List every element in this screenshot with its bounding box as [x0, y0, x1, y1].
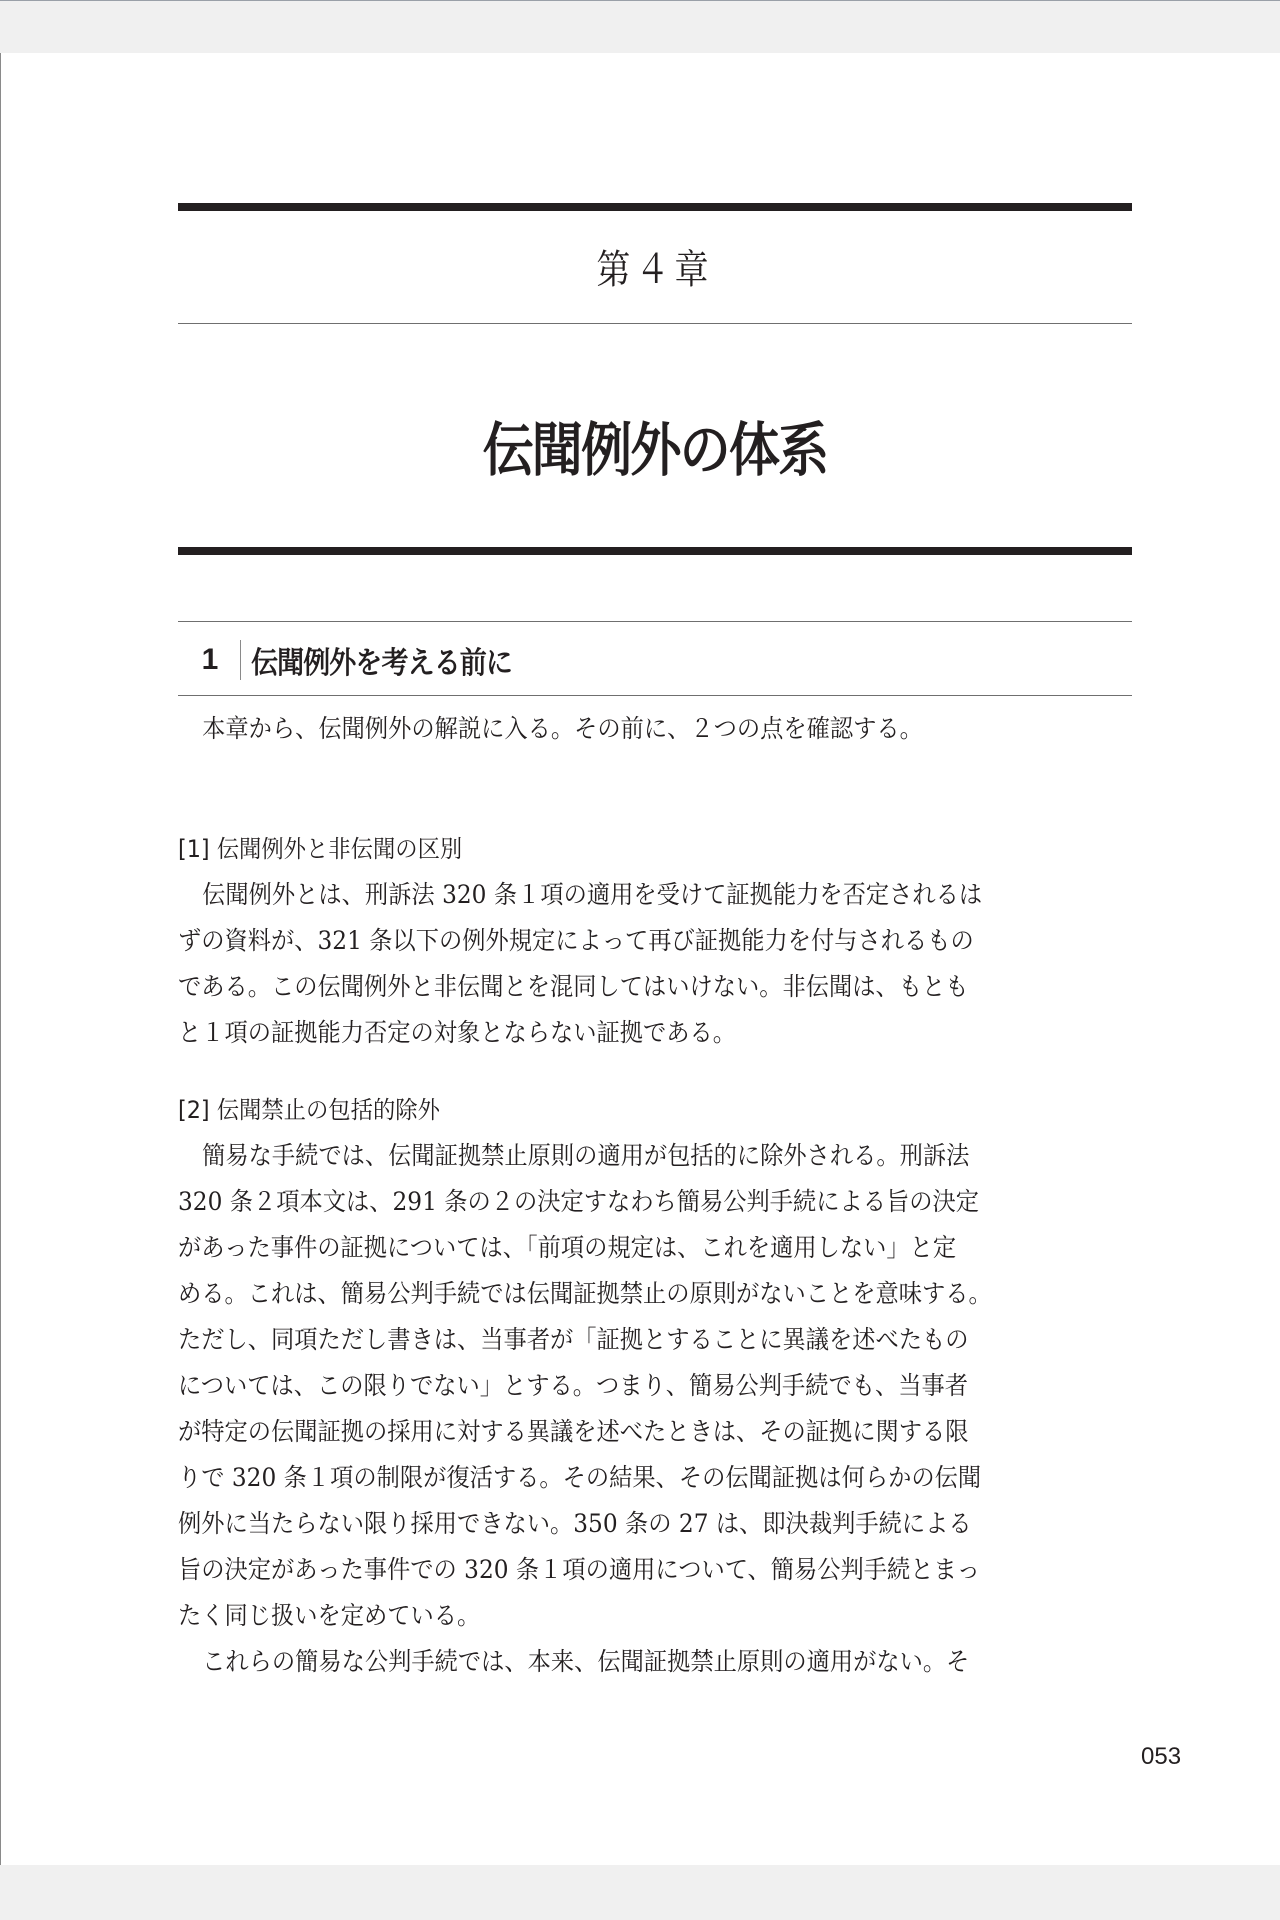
text-line: たく同じ扱いを定めている。 [178, 1601, 481, 1630]
section-heading [178, 637, 541, 683]
subsection-heading: [2] 伝聞禁止の包括的除外 [178, 1096, 440, 1124]
subsection-1 [178, 826, 1138, 1056]
section-title: 伝聞例外を考える前に [251, 646, 512, 681]
text-line: があった事件の証拠については、「前項の規定は、これを適用しない」と定 [178, 1233, 957, 1262]
text-line: 旨の決定があった事件での 320 条１項の適用について、簡易公判手続とまっ [178, 1555, 981, 1584]
text-line: が特定の伝聞証拠の採用に対する異議を述べたときは、その証拠に関する限 [178, 1417, 969, 1446]
text-line: 320 条２項本文は、291 条の２の決定すなわち簡易公判手続による旨の決定 [178, 1187, 980, 1216]
intro-paragraph [178, 706, 1138, 752]
section-number: 1 [201, 643, 219, 676]
chapter-divider [178, 323, 1132, 324]
section-top-rule [178, 621, 1132, 622]
section-separator [240, 640, 241, 680]
section-bottom-rule [178, 695, 1132, 696]
chapter-number: 第４章 [596, 247, 714, 293]
text-line: 例外に当たらない限り採用できない。350 条の 27 は、即決裁判手続による [178, 1509, 972, 1538]
chapter-top-rule [178, 203, 1132, 211]
text-line: これらの簡易な公判手続では、本来、伝聞証拠禁止原則の適用がない。そ [202, 1647, 970, 1676]
chapter-title: 伝聞例外の体系 [482, 416, 828, 484]
text-line: める。これは、簡易公判手続では伝聞証拠禁止の原則がないことを意味する。 [178, 1279, 992, 1308]
text-line: 伝聞例外とは、刑訴法 320 条１項の適用を受けて証拠能力を否定されるは [202, 880, 983, 909]
text-line: である。この伝聞例外と非伝聞とを混同してはいけない。非伝聞は、もとも [178, 972, 969, 1001]
text-line: りで 320 条１項の制限が復活する。その結果、その伝聞証拠は何らかの伝聞 [178, 1463, 982, 1492]
page-number: 053 [1141, 1743, 1182, 1770]
text-line: と１項の証拠能力否定の対象とならない証拠である。 [178, 1018, 737, 1047]
text-line: 簡易な手続では、伝聞証拠禁止原則の適用が包括的に除外される。刑訴法 [202, 1141, 970, 1170]
subsection-2 [178, 1087, 1138, 1685]
subsection-heading: [1] 伝聞例外と非伝聞の区別 [178, 835, 463, 863]
viewer-top-border [0, 0, 1280, 1]
text-line: 本章から、伝聞例外の解説に入る。その前に、２つの点を確認する。 [202, 714, 923, 743]
text-line: ずの資料が、321 条以下の例外規定によって再び証拠能力を付与されるもの [178, 926, 974, 955]
text-line: については、この限りでない」とする。つまり、簡易公判手続でも、当事者 [178, 1371, 969, 1400]
book-page [0, 53, 1280, 1865]
chapter-bottom-rule [178, 547, 1132, 555]
text-line: ただし、同項ただし書きは、当事者が「証拠とすることに異議を述べたもの [178, 1325, 969, 1354]
